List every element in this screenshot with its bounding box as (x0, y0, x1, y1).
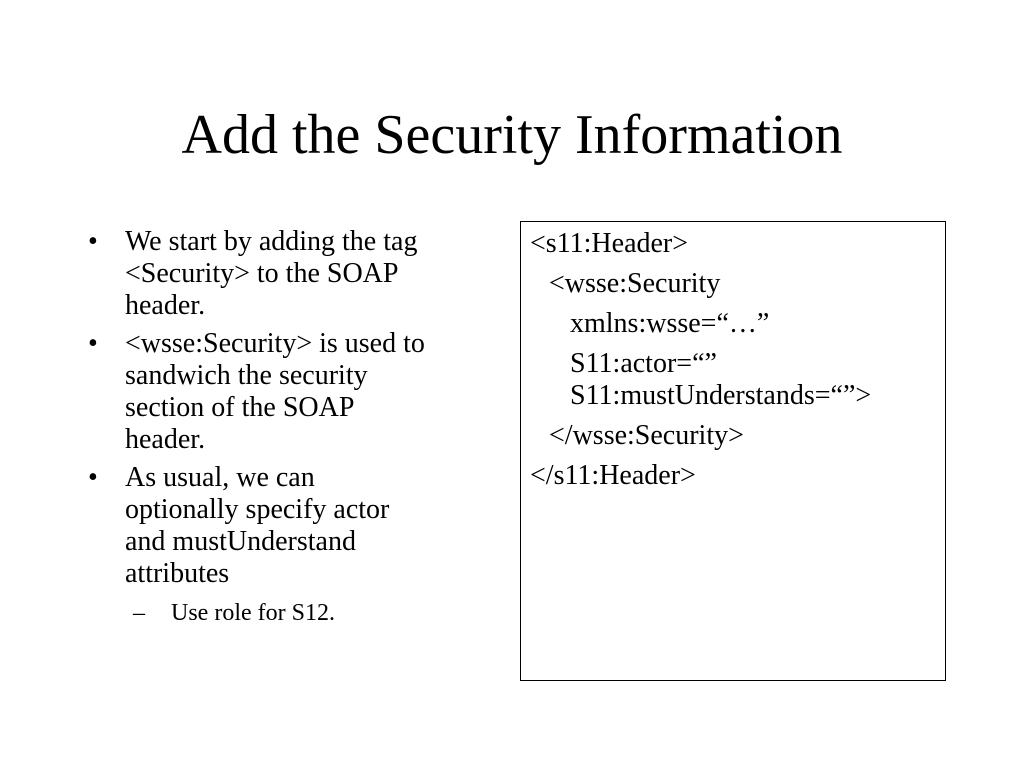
bullet-item (88, 226, 500, 322)
bullet-line: <Security> to the SOAP (125, 258, 399, 289)
sub-bullet-item (125, 598, 500, 628)
code-line: </s11:Header> (530, 460, 696, 491)
bullet-item (88, 328, 500, 456)
bullet-marker: • (88, 462, 98, 493)
bullet-line: header. (125, 290, 206, 321)
sub-bullet-marker: – (133, 600, 145, 626)
code-example-box (520, 221, 946, 681)
bullet-line: optionally specify actor (125, 494, 390, 525)
bullet-list (88, 226, 500, 628)
bullet-line: header. (125, 424, 206, 455)
code-line: </wsse:Security> (549, 420, 744, 451)
bullet-line: sandwich the security (125, 360, 368, 391)
sub-bullet-text: Use role for S12. (171, 600, 335, 626)
code-line: <wsse:Security (549, 268, 721, 299)
bullet-line: <wsse:Security> is used to (125, 328, 425, 359)
slide-title: Add the Security Information (181, 104, 843, 166)
bullet-marker: • (88, 226, 98, 257)
code-line: S11:actor=“” (570, 348, 717, 379)
bullet-line: As usual, we can (125, 462, 315, 493)
bullet-marker: • (88, 328, 98, 359)
bullet-line: We start by adding the tag (125, 226, 418, 257)
code-line: xmlns:wsse=“…” (570, 308, 770, 339)
code-line: <s11:Header> (530, 228, 689, 259)
bullet-item (88, 462, 500, 590)
bullet-line: attributes (125, 558, 230, 589)
code-line: S11:mustUnderstands=“”> (570, 380, 872, 411)
bullet-line: section of the SOAP (125, 392, 355, 423)
bullet-line: and mustUnderstand (125, 526, 356, 557)
